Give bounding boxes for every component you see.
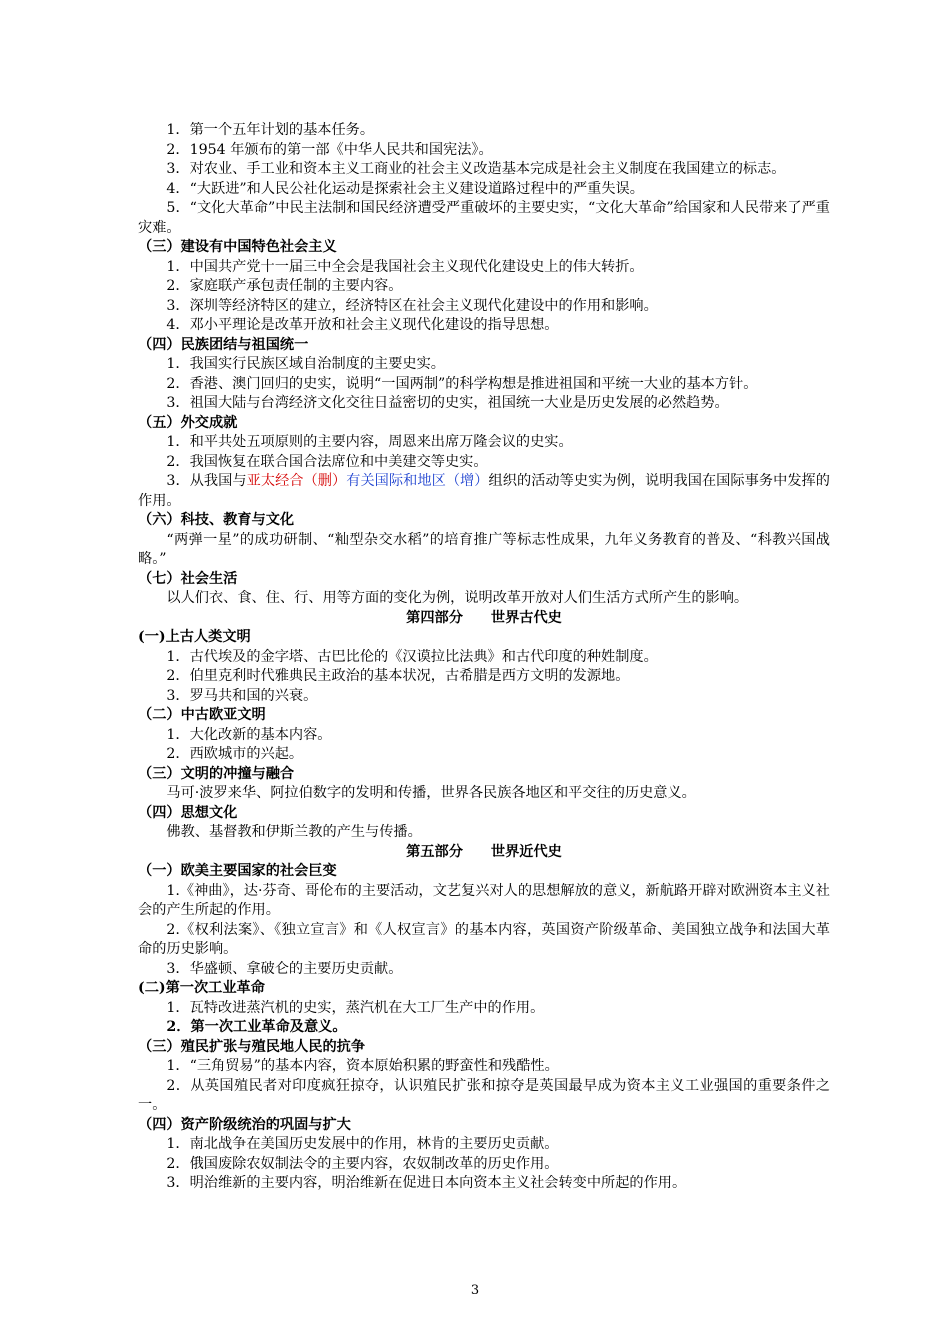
list-item: 2．家庭联产承包责任制的主要内容。 [166,278,403,294]
section-heading: （四）民族团结与祖国统一 [138,336,309,353]
section-heading: （二）中古欧亚文明 [138,707,266,723]
list-item: 马可·波罗来华、阿拉伯数字的发明和传播，世界各民族各地区和平交往的历史意义。 [166,785,696,801]
list-item: 3．对农业、手工业和资本主义工商业的社会主义改造基本完成是社会主义制度在我国建立的标志。 [166,161,786,177]
part-title [138,609,830,629]
item-text: 3．从我国与 [166,473,247,489]
added-text: 有关国际和地区（增） [346,473,489,489]
section-heading: （七）社会生活 [138,570,238,587]
list-item: 2．俄国废除农奴制法令的主要内容，农奴制改革的历史作用。 [166,1155,559,1172]
list-item: 3．祖国大陆与台湾经济文化交往日益密切的史实，祖国统一大业是历史发展的必然趋势。 [166,395,729,411]
list-item: 1.《神曲》，达·芬奇、哥伦布的主要活动，文艺复兴对人的思想解放的意义，新航路开辟对欧洲资本主义社会的产生所起的作用。 [138,882,830,918]
list-item: 1．古代埃及的金字塔、古巴比伦的《汉谟拉比法典》和古代印度的种姓制度。 [166,648,658,665]
document-body [138,121,830,1194]
section-heading: （三）建设有中国特色社会主义 [138,239,337,255]
list-item: 2．我国恢复在联合国合法席位和中美建交等史实。 [166,453,488,470]
list-item: 2．香港、澳门回归的史实，说明“一国两制”的科学构想是推进祖国和平统一大业的基本方针。 [166,375,758,392]
list-item: 1．我国实行民族区域自治制度的主要史实。 [166,356,445,372]
section-heading: （五）外交成就 [138,414,238,431]
list-item: 以人们衣、食、住、行、用等方面的变化为例，说明改革开放对人们生活方式所产生的影响。 [166,590,749,606]
list-item: 3．明治维新的主要内容，明治维新在促进日本向资本主义社会转变中所起的作用。 [166,1175,687,1191]
list-item: 3．深圳等经济特区的建立，经济特区在社会主义现代化建设中的作用和影响。 [166,297,658,314]
list-item: 2．从英国殖民者对印度疯狂掠夺，认识殖民扩张和掠夺是英国最早成为资本主义工业强国的重要条件之一。 [138,1077,830,1113]
section-heading: （三）殖民扩张与殖民地人民的抗争 [138,1038,366,1055]
list-item [138,472,830,511]
section-heading: (二)第一次工业革命 [138,980,265,996]
part-label: 第四部分 [406,609,463,626]
list-item: “两弹一星”的成功研制、“籼型杂交水稻”的培育推广等标志性成果，九年义务教育的普及、“科教兴国战略。” [138,531,830,567]
list-item: 4．“大跃进”和人民公社化运动是探索社会主义建设道路过程中的严重失误。 [166,180,644,197]
list-item: 1．“三角贸易”的基本内容，资本原始积累的野蛮性和残酷性。 [166,1058,559,1074]
list-item: 2．第一次工业革命及意义。 [166,1019,347,1035]
section-heading: （一）欧美主要国家的社会巨变 [138,863,337,879]
list-item: 3．华盛顿、拿破仑的主要历史贡献。 [166,960,403,977]
list-item: 2．1954 年颁布的第一部《中华人民共和国宪法》。 [166,141,493,158]
part-name: 世界近代史 [490,843,562,860]
list-item: 2．西欧城市的兴起。 [166,746,304,762]
part-label: 第五部分 [406,843,463,860]
list-item: 5．“文化大革命”中民主法制和国民经济遭受严重破坏的主要史实，“文化大革命”给国家和人民带来了严重灾难。 [138,200,830,236]
list-item: 1．瓦特改进蒸汽机的史实，蒸汽机在大工厂生产中的作用。 [166,999,545,1016]
item-text: 组织的活动等史实为例，说明我国在国际事务中发挥的作用。 [138,473,830,509]
section-heading: （四）思想文化 [138,804,238,821]
list-item: 2．伯里克利时代雅典民主政治的基本状况，古希腊是西方文明的发源地。 [166,668,630,684]
section-heading: (一)上古人类文明 [138,629,251,645]
list-item: 4．邓小平理论是改革开放和社会主义现代化建设的指导思想。 [166,317,559,333]
list-item: 1．中国共产党十一届三中全会是我国社会主义现代化建设史上的伟大转折。 [166,258,644,275]
part-title [138,843,830,863]
list-item: 佛教、基督教和伊斯兰教的产生与传播。 [166,824,422,840]
section-heading: （三）文明的冲撞与融合 [138,765,295,782]
part-name: 世界古代史 [490,609,562,626]
list-item: 1．大化改新的基本内容。 [166,726,332,743]
list-item: 2.《权利法案》、《独立宣言》和《人权宣言》的基本内容，英国资产阶级革命、美国独立战争和法国大革命的历史影响。 [138,921,830,957]
deleted-text: 亚太经合（删） [246,473,347,489]
section-heading: （四）资产阶级统治的巩固与扩大 [138,1116,351,1133]
list-item: 1．南北战争在美国历史发展中的作用，林肯的主要历史贡献。 [166,1136,559,1152]
page-number: 3 [470,1283,480,1298]
list-item: 1．和平共处五项原则的主要内容，周恩来出席万隆会议的史实。 [166,434,573,450]
list-item: 3．罗马共和国的兴衰。 [166,687,318,704]
list-item: 1．第一个五年计划的基本任务。 [166,122,375,138]
section-heading: （六）科技、教育与文化 [138,512,295,528]
